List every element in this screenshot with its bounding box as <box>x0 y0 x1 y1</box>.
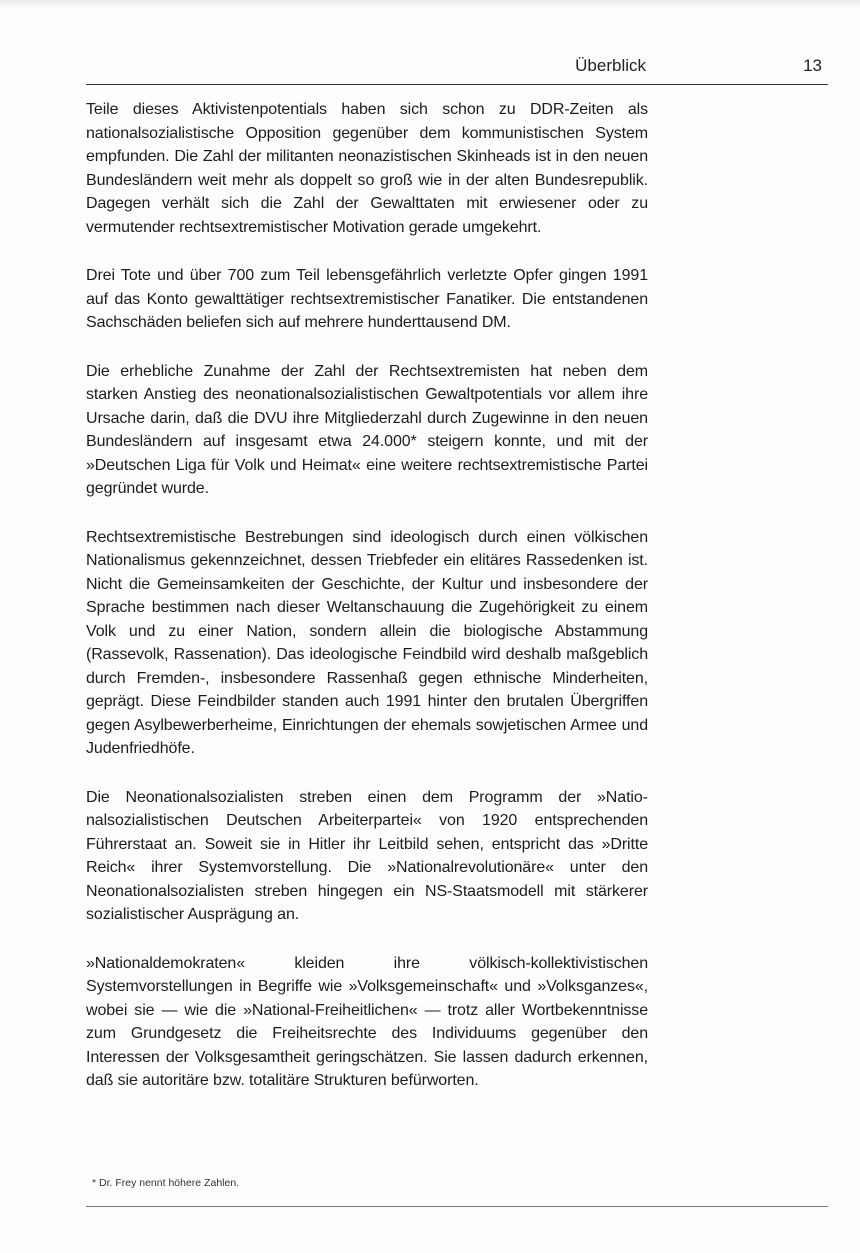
page-header <box>86 56 828 86</box>
page-number: 13 <box>803 56 822 75</box>
scan-edge-shadow <box>0 0 860 8</box>
header-rule <box>86 84 828 85</box>
paragraph: Die Neonationalsozialisten streben einen dem Programm der »Nationalsozialistischen Deutschen Arbeiterpartei« von 1920 entsprechenden Führerstaat an. Soweit sie in Hitler ihr Leitbild sehen, entspricht das »Dritte Reich« ihrer Systemvorstellung. Die »Nationalrevolutionäre« unter den Neonationalsozialisten streben hingegen ein NS-Staatsmodell mit stärkerer sozialistischer Ausprägung an. <box>86 788 648 923</box>
paragraph: Teile dieses Aktivistenpotentials haben sich schon zu DDR-Zeiten als nationalsozialistische Opposition gegenüber dem kommunistischen System empfunden. Die Zahl der militanten neonazistischen Skinheads ist in den neuen Bundesländern weit mehr als doppelt so groß wie in der alten Bundesrepublik. Dagegen verhält sich die Zahl der Gewalttaten mit erwiesener oder zu vermutender rechtsextremistischer Motivation gerade umgekehrt. <box>86 101 648 236</box>
paragraph: »Nationaldemokraten« kleiden ihre völkisch-kollektivistischen Systemvorstellungen in Begriffe wie »Volksgemeinschaft« und »Volksganzes«, wobei sie — wie die »National-Freiheitlichen« — trotz aller Wortbekenntnisse zum Grundgesetz die Freiheitsrechte des Individuums gegenüber den Interessen der Volksgesamtheit geringschätzen. Sie lassen dadurch erkennen, daß sie autoritäre bzw. totalitäre Strukturen befürworten. <box>86 954 648 1089</box>
running-title: Überblick <box>575 56 646 75</box>
footer-rule <box>86 1206 828 1207</box>
paragraph: Die erhebliche Zunahme der Zahl der Rechtsextremisten hat neben dem starken Anstieg des neonationalsozialistischen Gewaltpotentials vor allem ihre Ursache darin, daß die DVU ihre Mitgliederzahl durch Zugewinne in den neuen Bundesländern auf insgesamt etwa 24.000* steigern konnte, und mit der »Deutschen Liga für Volk und Heimat« eine weitere rechtsextremistische Partei gegründet wurde. <box>86 362 648 497</box>
footnote: * Dr. Frey nennt höhere Zahlen. <box>92 1177 240 1189</box>
paragraph: Drei Tote und über 700 zum Teil lebensgefährlich verletzte Opfer gingen 1991 auf das Konto gewalttätiger rechtsextremistischer Fanatiker. Die entstandenen Sachschäden beliefen sich auf mehrere hunderttausend DM. <box>86 267 648 331</box>
body-text <box>86 98 648 1118</box>
paragraph: Rechtsextremistische Bestrebungen sind ideologisch durch einen völkischen Nationalismus gekennzeichnet, dessen Triebfeder ein elitäres Rassedenken ist. Nicht die Gemeinsamkeiten der Geschichte, der Kultur und insbesondere der Sprache bestimmen nach dieser Weltanschauung die Zugehörigkeit zu einem Volk und zu einer Nation, sondern allein die biologische Abstammung (Rassevolk, Rassenation). Das ideologische Feindbild wird deshalb maßgeblich durch Fremden-, insbesondere Rassenhaß gegen ethnische Minderheiten, geprägt. Diese Feindbilder standen auch 1991 hinter den brutalen Übergriffen gegen Asylbewerberheime, Einrichtungen der ehemals sowjetischen Armee und Judenfriedhöfe. <box>86 528 648 757</box>
